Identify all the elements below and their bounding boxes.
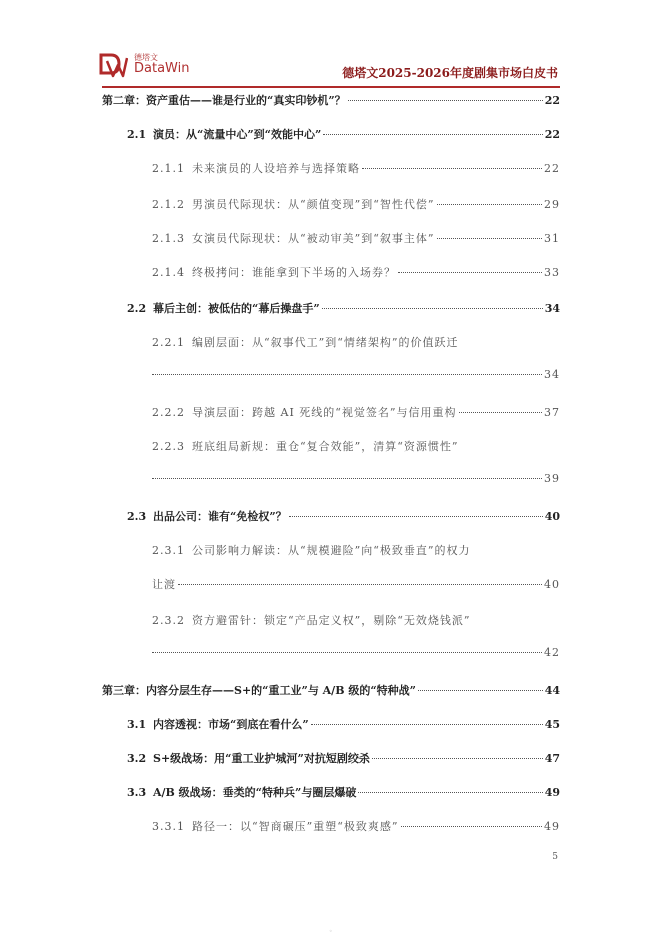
toc-entry-label: 导演层面：跨越 AI 死线的“视觉签名”与信用重构 (192, 406, 457, 419)
datawin-logo-icon (98, 50, 128, 80)
toc-section-3-2[interactable] (127, 750, 560, 766)
logo-chinese-name: 德塔文 (134, 53, 158, 62)
toc-entry-label: 编剧层面：从“叙事代工”到“情绪架构”的价值跃迁 (192, 336, 459, 349)
page-number: 5 (552, 852, 558, 862)
toc-entry-label: 未来演员的人设培养与选择策略 (192, 162, 360, 175)
toc-entry-label: A/B 级战场：垂类的“特种兵”与圈层爆破 (153, 786, 357, 799)
toc-entry-label: 班底组局新规：重仓“复合效能”，清算“资源惯性” (192, 440, 459, 453)
toc-entry-label: 女演员代际现状：从“被动审美”到“叙事主体” (192, 232, 435, 245)
toc-page-number: 37 (544, 406, 560, 419)
toc-subsection-3-3-1[interactable] (152, 818, 560, 834)
toc-page-number: 22 (544, 128, 560, 141)
toc-leader-dots (398, 272, 542, 273)
toc-entry-number: 2.2.3 (152, 440, 185, 453)
toc-entry-label: 内容透视：市场“到底在看什么” (153, 718, 309, 731)
toc-chapter-2[interactable] (102, 92, 560, 108)
toc-subsection-2-1-1[interactable] (152, 160, 560, 176)
toc-leader-dots (437, 204, 543, 205)
toc-page-number: 39 (544, 472, 560, 485)
footer-marker: ◦ (329, 928, 333, 935)
toc-leader-dots (152, 652, 542, 653)
toc-subsection-2-1-2[interactable] (152, 196, 560, 212)
toc-page-number: 44 (544, 684, 560, 697)
toc-entry-number: 2.2 (127, 302, 147, 315)
toc-entry-label: 男演员代际现状：从“颜值变现”到“智性代偿” (192, 198, 435, 211)
toc-page-number: 47 (544, 752, 560, 765)
toc-section-3-3[interactable] (127, 784, 560, 800)
toc-subsection-2-2-1-line2[interactable] (152, 368, 560, 381)
toc-leader-dots (459, 412, 542, 413)
toc-entry-number: 2.3.2 (152, 614, 185, 627)
toc-section-3-1[interactable] (127, 716, 560, 732)
toc-page-number: 31 (544, 232, 560, 245)
toc-leader-dots (289, 516, 543, 517)
toc-page-number: 40 (544, 578, 560, 591)
toc-entry-number: 2.1.4 (152, 266, 185, 279)
toc-subsection-2-2-3-line2[interactable] (152, 472, 560, 485)
toc-entry-label: 公司影响力解读：从“规模避险”向“极致垂直”的权力 (192, 544, 471, 557)
toc-entry-number: 3.2 (127, 752, 147, 765)
toc-subsection-2-3-1-line2[interactable] (152, 576, 560, 592)
toc-entry-number: 3.3.1 (152, 820, 185, 833)
toc-page-number: 33 (544, 266, 560, 279)
toc-section-2-2[interactable] (127, 300, 560, 316)
toc-entry-label: 资方避雷针：锁定“产品定义权”，剔除“无效烧钱派” (192, 614, 471, 627)
toc-entry-label: S+级战场：用“重工业护城河”对抗短剧绞杀 (153, 752, 370, 765)
header-rule (102, 86, 560, 88)
toc-leader-dots (362, 168, 542, 169)
toc-page-number: 49 (544, 820, 560, 833)
toc-leader-dots (372, 758, 543, 759)
toc-entry-label: 幕后主创：被低估的“幕后操盘手” (153, 302, 320, 315)
toc-entry-label-continued: 让渡 (152, 578, 176, 591)
toc-subsection-2-2-1-line1[interactable] (152, 334, 459, 350)
toc-leader-dots (311, 724, 543, 725)
page-header (0, 0, 662, 88)
toc-entry-number: 2.3 (127, 510, 147, 523)
toc-subsection-2-1-4[interactable] (152, 264, 560, 280)
toc-entry-number: 2.1.3 (152, 232, 185, 245)
toc-entry-number: 2.3.1 (152, 544, 185, 557)
toc-entry-number: 2.1.1 (152, 162, 185, 175)
toc-leader-dots (322, 308, 543, 309)
toc-subsection-2-2-2[interactable] (152, 404, 560, 420)
toc-leader-dots (178, 584, 542, 585)
toc-page-number: 22 (544, 162, 560, 175)
toc-subsection-2-3-1-line1[interactable] (152, 542, 471, 558)
toc-page-number: 45 (544, 718, 560, 731)
toc-page-number: 34 (544, 302, 560, 315)
toc-chapter-3[interactable] (102, 682, 560, 698)
toc-section-2-3[interactable] (127, 508, 560, 524)
toc-subsection-2-3-2-line2[interactable] (152, 646, 560, 659)
toc-leader-dots (152, 374, 542, 375)
toc-page-number: 49 (544, 786, 560, 799)
logo-english-name: DataWin (134, 61, 190, 76)
toc-page-number: 34 (544, 368, 560, 381)
toc-page-number: 40 (544, 510, 560, 523)
toc-page-number: 42 (544, 646, 560, 659)
document-title: 德塔文2025-2026年度剧集市场白皮书 (342, 66, 558, 80)
toc-page-number: 29 (544, 198, 560, 211)
toc-entry-label: 演员：从“流量中心”到“效能中心” (153, 128, 322, 141)
toc-subsection-2-3-2-line1[interactable] (152, 612, 471, 628)
toc-entry-label: 出品公司：谁有“免检权”？ (153, 510, 287, 523)
toc-entry-number: 3.1 (127, 718, 147, 731)
toc-entry-number: 2.2.2 (152, 406, 185, 419)
toc-entry-label: 第二章：资产重估——谁是行业的“真实印钞机”？ (102, 94, 346, 107)
toc-leader-dots (348, 100, 543, 101)
toc-entry-label: 第三章：内容分层生存——S+的“重工业”与 A/B 级的“特种战” (102, 684, 416, 697)
toc-entry-number: 3.3 (127, 786, 147, 799)
toc-subsection-2-1-3[interactable] (152, 230, 560, 246)
toc-entry-number: 2.1 (127, 128, 147, 141)
toc-leader-dots (437, 238, 543, 239)
toc-entry-label: 终极拷问：谁能拿到下半场的入场券？ (192, 266, 396, 279)
toc-entry-number: 2.2.1 (152, 336, 185, 349)
toc-leader-dots (323, 134, 542, 135)
toc-section-2-1[interactable] (127, 126, 560, 142)
toc-leader-dots (358, 792, 542, 793)
toc-leader-dots (418, 690, 543, 691)
toc-leader-dots (152, 478, 542, 479)
toc-leader-dots (401, 826, 543, 827)
toc-page-number: 22 (544, 94, 560, 107)
toc-entry-number: 2.1.2 (152, 198, 185, 211)
toc-entry-label: 路径一：以“智商碾压”重塑“极致爽感” (192, 820, 399, 833)
toc-subsection-2-2-3-line1[interactable] (152, 438, 459, 454)
